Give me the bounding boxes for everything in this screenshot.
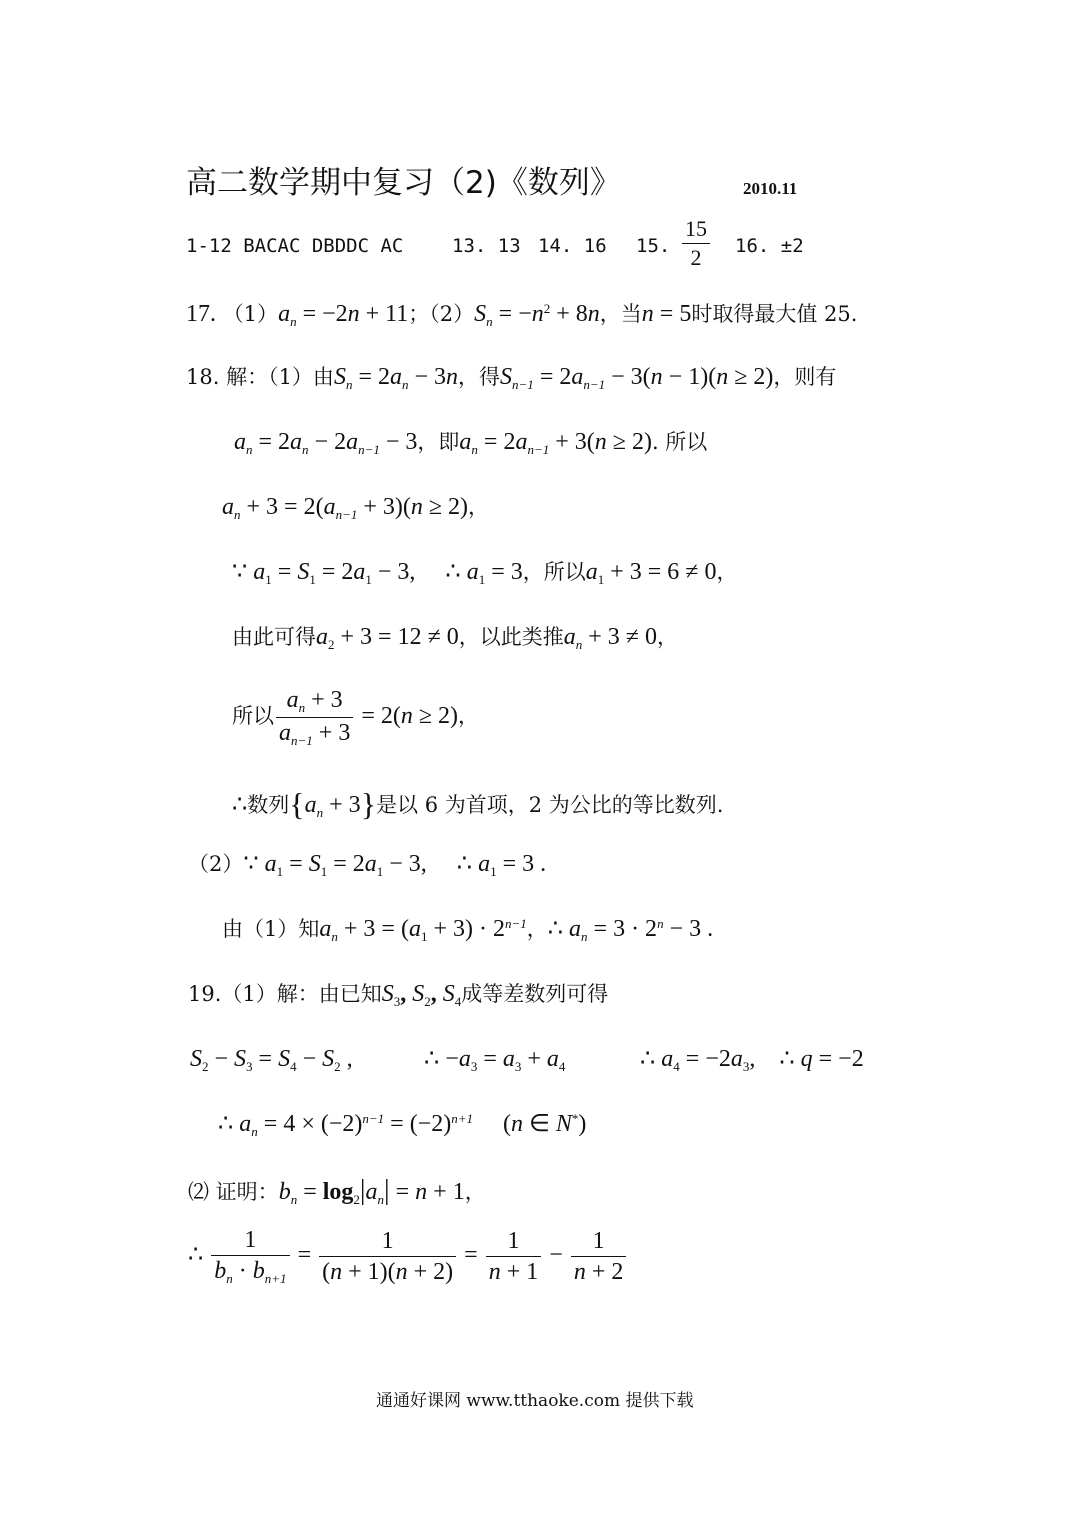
q17-separator: ；（2） (408, 302, 475, 326)
q18-comma-3: ， (656, 625, 678, 649)
q18-text-you1: 由（1）知 (222, 917, 320, 941)
fraction-denominator: 2 (690, 245, 702, 270)
page-title: 高二数学期中复习（2)《数列》 (186, 165, 621, 201)
q18-part2-line-1: （2）∵ $a_1 = S_1 = 2a_1 - 3$, ∴ $a_1 = 3$ . (188, 851, 547, 880)
answer-15-fraction (680, 218, 712, 269)
q17-part1-label: （1） (222, 302, 279, 326)
date-label: 2010.11 (743, 179, 798, 198)
q18-comma-4: ， (458, 704, 480, 729)
q18-comma-5: ， (526, 917, 548, 941)
q19-line-2c: ∴ $a_4 = -2a_3$, ∴ q = −2 (640, 1046, 864, 1075)
q18-conclusion: 是以 6 为首项，2 为公比的等比数列. (376, 793, 724, 817)
q17-label: 17. (186, 301, 216, 327)
q19-line-3: ∴ $a_n = 4 \times (-2)^{n-1} = (-2)^{n+1}$ (n ∈ N*) (218, 1111, 587, 1140)
q18-line-2: $a_n = 2a_n - 2a_{n-1} - 3$，即$a_n = 2a_{n-1} + 3(n \ge 2)$. 所以 (234, 429, 708, 458)
choice-answers: 1-12 BACAC DBDDC AC (186, 235, 404, 257)
q18-part2-label: （2） (188, 852, 244, 876)
q19-label: 19.（1）解：由已知 (188, 982, 382, 1006)
q19-part2-line-1: ⑵ 证明：$b_n = \log_2|a_n| = n + 1$， (188, 1175, 486, 1208)
q18-line-7: ∴数列$\{a_n + 3\}$是以 6 为首项，2 为公比的等比数列. (232, 786, 724, 822)
q18-text-suoyi: . 所以 (651, 430, 708, 454)
q18-text-shulie: 数列 (247, 793, 290, 817)
q17-max-text: 时取得最大值 25. (691, 302, 858, 326)
fraction-numerator: 15 (682, 218, 710, 244)
q18-line-3: $a_n + 3 = 2(a_{n-1} + 3)(n \ge 2)$， (222, 494, 490, 523)
q19-line-1: 19.（1）解：由已知$S_3$, $S_2$, $S_4$成等差数列可得 (188, 981, 609, 1010)
q18-line-4: ∵ $a_1 = S_1 = 2a_1 - 3$, ∴ $a_1 = 3$，所以$a_1 + 3 = 6 \ne 0$， (232, 559, 738, 588)
q18-comma-2: ， (716, 560, 738, 584)
q19-comma: ， (464, 1180, 486, 1204)
q18-label: 18. 解：（1）由 (186, 365, 334, 389)
q18-text-zeyou: ，则有 (773, 365, 837, 389)
q18-line-6: 所以 $\frac{a_n + 3}{a_{n-1} + 3}$ = 2(n ≥ 2)， (232, 687, 480, 749)
q18-text-youci: 由此可得 (232, 625, 316, 649)
q18-text-suoyi3: 所以 (232, 704, 274, 729)
q19-text-cheng: 成等差数列可得 (461, 982, 609, 1006)
q18-part2-line-2: 由（1）知$a_n + 3 = (a_1 + 3) \cdot 2^{n-1}$，∴ $a_n = 3 \cdot 2^n - 3$ . (222, 916, 714, 945)
q17-line: 17. $(1)a_n = -2n + 11$；$(2)S_n = -n^2 + 8n$，当n = 5时取得最大值 25. (186, 301, 858, 330)
q19-part2-line-2: ∴ $\frac{1}{b_n \cdot b_{n+1}}$ = $\frac{1}{(n + 1)(n + 2)}$ = $\frac{1}{n + 1}$ − $\frac{1}{n + 2}$ (188, 1228, 628, 1285)
q17-when: ，当 (599, 302, 642, 326)
answer-15-label: 15. (636, 235, 671, 257)
q19-line-2: $S_2 - S_3 = S_4 - S_2$ , (190, 1046, 353, 1075)
q19-line-2b: ∴ $-a_3 = a_3 + a_4$ (424, 1046, 566, 1075)
q19-part2-label: ⑵ 证明： (188, 1180, 279, 1204)
q18-line-5: 由此可得$a_2 + 3 = 12 \ne 0$，以此类推$a_n + 3 \ne 0$， (232, 624, 678, 653)
q18-line-1: 18. 解：（1）由$S_n = 2a_n - 3n$，得$S_{n-1} = 2a_{n-1} - 3(n - 1)(n \ge 2)$，则有 (186, 364, 837, 393)
q18-text-ji: ，即 (417, 430, 460, 454)
footer-credit: 通通好课网 www.tthaoke.com 提供下载 (376, 1391, 694, 1411)
q18-comma: ， (468, 495, 490, 519)
answer-16: 16. ±2 (735, 235, 804, 257)
answer-14: 14. 16 (538, 235, 607, 257)
q18-text-yici: ，以此类推 (458, 625, 564, 649)
q18-text-suoyi2: ，所以 (522, 560, 586, 584)
q18-text-de: ，得 (458, 365, 501, 389)
answer-13: 13. 13 (452, 235, 521, 257)
